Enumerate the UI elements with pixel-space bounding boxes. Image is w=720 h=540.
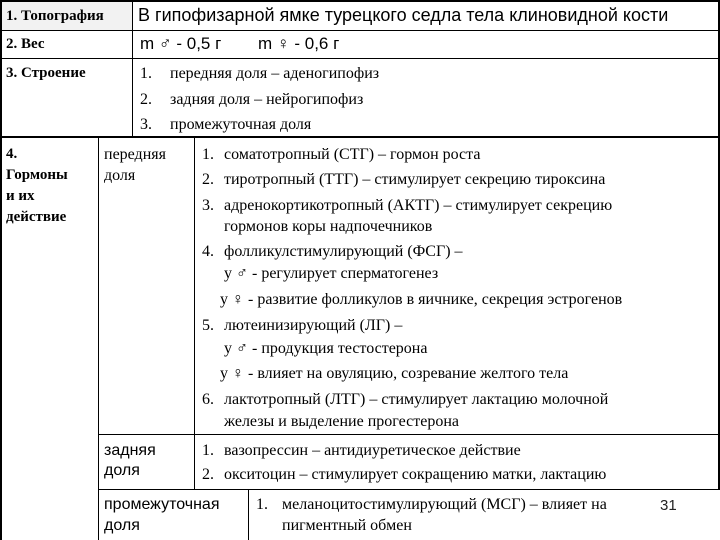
anterior-hormone-line: у ♀ - влияет на овуляцию, созревание желтого тела: [220, 365, 569, 382]
column-separator-top: [132, 0, 133, 137]
weight-male: m ♂ - 0,5 г: [140, 34, 222, 53]
structure-item-number: 2.: [140, 91, 152, 108]
posterior-hormone-line: вазопрессин – антидиуретическое действие: [224, 442, 521, 459]
slide-number: 31: [660, 497, 677, 514]
hormones-label-line: 4.: [6, 146, 18, 162]
column-separator-intermediate: [248, 489, 249, 540]
row-separator-2: [0, 58, 720, 59]
anterior-hormone-number: 4.: [202, 243, 214, 260]
intermediate-hormone-line: меланоцитостимулирующий (МСГ) – влияет на: [282, 496, 607, 513]
anterior-hormone-line: у ♂ - продукция тестостерона: [224, 340, 428, 357]
anterior-hormone-line: лактотропный (ЛТГ) – стимулирует лактацию молочной: [224, 391, 609, 408]
anterior-hormone-number: 2.: [202, 171, 214, 188]
weight-female: m ♀ - 0,6 г: [258, 34, 340, 53]
anterior-hormone-line: тиротропный (ТТГ) – стимулирует секрецию тироксина: [224, 171, 606, 188]
posterior-hormone-line: окситоцин – стимулирует сокращению матки, лактацию: [224, 466, 607, 483]
row-separator-1: [0, 30, 720, 31]
anterior-hormone-line: у ♂ - регулирует сперматогенез: [224, 265, 439, 282]
anterior-hormone-line: гормонов коры надпочечников: [224, 218, 433, 235]
posterior-lobe-label-line: доля: [104, 462, 140, 479]
weight-label: 2. Вес: [6, 36, 45, 52]
row-separator-4: [98, 434, 720, 435]
intermediate-hormone-line: пигментный обмен: [282, 517, 412, 534]
anterior-hormone-line: у ♀ - развитие фолликулов в яичнике, секреция эстрогенов: [220, 291, 623, 308]
structure-item: задняя доля – нейрогипофиз: [170, 91, 364, 108]
structure-item: передняя доля – аденогипофиз: [170, 65, 380, 82]
anterior-hormone-number: 1.: [202, 146, 214, 163]
anterior-lobe-label-line: доля: [104, 167, 136, 184]
table-border-left: [0, 0, 2, 540]
anterior-lobe-label-line: передняя: [104, 146, 166, 163]
posterior-hormone-number: 2.: [202, 466, 214, 483]
column-separator-lobes: [194, 137, 195, 489]
anterior-hormone-number: 6.: [202, 391, 214, 408]
posterior-lobe-label-line: задняя: [104, 442, 156, 459]
table-border-top: [0, 0, 720, 2]
structure-item-number: 3.: [140, 116, 152, 133]
anterior-hormone-number: 5.: [202, 317, 214, 334]
intermediate-lobe-label-line: доля: [104, 517, 140, 534]
intermediate-hormone-number: 1.: [256, 496, 268, 513]
anterior-hormone-line: адренокортикотропный (АКТГ) – стимулирует секрецию: [224, 197, 613, 214]
topography-text: В гипофизарной ямке турецкого седла тела клиновидной кости: [138, 5, 669, 25]
anterior-hormone-line: фолликулстимулирующий (ФСГ) –: [224, 243, 463, 260]
posterior-hormone-number: 1.: [202, 442, 214, 459]
hormones-label-line: и их: [6, 188, 35, 204]
hormones-label-line: Гормоны: [6, 167, 68, 183]
intermediate-lobe-label-line: промежуточная: [104, 496, 220, 513]
row-separator-5: [98, 489, 720, 490]
column-separator-hormones: [98, 137, 99, 540]
structure-label: 3. Строение: [6, 65, 86, 81]
structure-item: промежуточная доля: [170, 116, 312, 133]
row-separator-3: [0, 136, 720, 138]
hormones-label-line: действие: [6, 209, 67, 225]
structure-item-number: 1.: [140, 65, 152, 82]
anterior-hormone-line: лютеинизирующий (ЛГ) –: [224, 317, 403, 334]
anterior-hormone-number: 3.: [202, 197, 214, 214]
anterior-hormone-line: железы и выделение прогестерона: [224, 413, 459, 430]
anterior-hormone-line: соматотропный (СТГ) – гормон роста: [224, 146, 481, 163]
topography-label: 1. Топография: [6, 8, 104, 24]
